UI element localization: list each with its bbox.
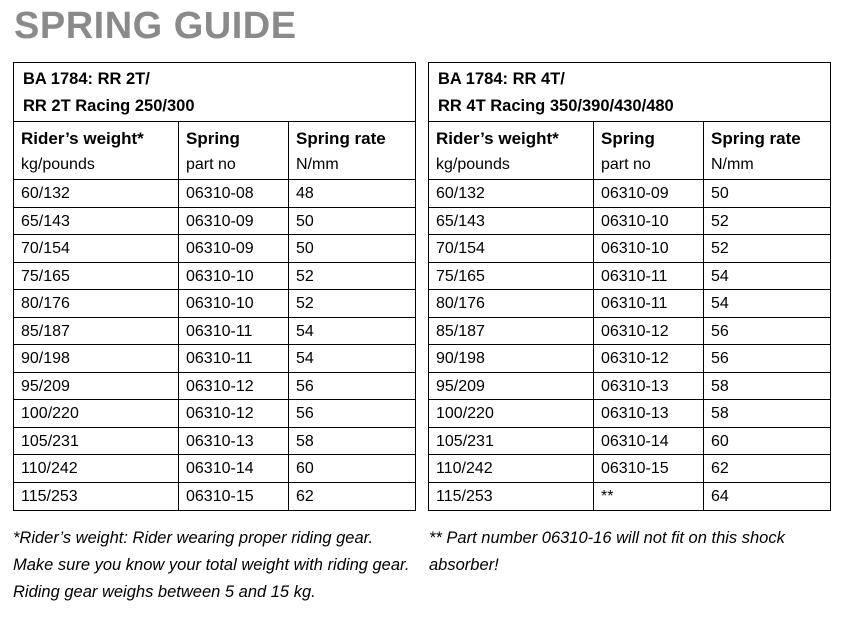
table-row: [429, 180, 830, 208]
cell-weight: 100/220: [14, 400, 179, 427]
spring-table-4t: [428, 62, 831, 511]
col-header-rate-unit: N/mm: [711, 156, 754, 173]
cell-spring-rate: 62: [711, 460, 729, 477]
table-row: [14, 263, 415, 291]
col-header-spring-unit: part no: [186, 156, 236, 173]
cell-weight: 70/154: [429, 235, 594, 262]
cell-spring-part: 06310-12: [179, 373, 289, 400]
cell-spring-part: 06310-09: [594, 180, 704, 207]
cell-weight: 80/176: [429, 290, 594, 317]
col-header-spring: [179, 122, 289, 179]
cell-weight: 105/231: [14, 428, 179, 455]
table-row: [429, 235, 830, 263]
cell-spring-part: 06310-08: [179, 180, 289, 207]
table-row: [429, 400, 830, 428]
cell-spring-rate: 62: [296, 487, 314, 505]
col-header-weight-unit: kg/pounds: [436, 156, 510, 173]
cell-spring-rate: 54: [296, 322, 314, 340]
cell-spring-rate: 64: [711, 487, 729, 505]
cell-spring-rate: 56: [711, 322, 729, 340]
cell-spring-part: 06310-10: [594, 235, 704, 262]
table-row: [429, 373, 830, 401]
cell-spring-part: 06310-12: [179, 400, 289, 427]
cell-spring-part: 06310-10: [179, 290, 289, 317]
cell-spring-part: **: [594, 483, 704, 511]
cell-spring-part: 06310-15: [179, 483, 289, 511]
cell-weight: 115/253: [429, 483, 594, 511]
cell-spring-rate: 56: [296, 377, 314, 395]
cell-weight: 70/154: [14, 235, 179, 262]
cell-weight: 80/176: [14, 290, 179, 317]
table-row: [14, 455, 415, 483]
cell-spring-part: 06310-09: [179, 208, 289, 235]
spring-table-2t: [13, 62, 416, 511]
column-headers: [429, 122, 830, 180]
cell-spring-part: 06310-09: [179, 235, 289, 262]
col-header-spring-label: Spring: [186, 129, 240, 148]
cell-weight: 65/143: [429, 208, 594, 235]
table-row: [429, 263, 830, 291]
page-title: SPRING GUIDE: [14, 5, 297, 47]
cell-spring-part: 06310-14: [179, 455, 289, 482]
model-line-2: RR 2T Racing 250/300: [23, 97, 195, 115]
cell-spring-part: 06310-11: [179, 318, 289, 345]
table-body: [14, 180, 415, 510]
cell-spring-rate: 52: [711, 240, 729, 257]
col-header-spring-unit: part no: [601, 156, 651, 173]
cell-spring-part: 06310-11: [594, 263, 704, 290]
cell-spring-rate: 60: [711, 432, 729, 450]
table-row: [429, 345, 830, 373]
cell-spring-part: 06310-12: [594, 345, 704, 372]
cell-spring-part: 06310-11: [179, 345, 289, 372]
cell-weight: 60/132: [14, 180, 179, 207]
col-header-weight-label: Rider’s weight*: [21, 129, 144, 148]
model-line-1: BA 1784: RR 2T/: [23, 70, 150, 88]
cell-spring-rate: 58: [296, 432, 314, 450]
cell-weight: 110/242: [14, 455, 179, 482]
cell-weight: 65/143: [14, 208, 179, 235]
cell-weight: 95/209: [429, 373, 594, 400]
col-header-spring: [594, 122, 704, 179]
table-row: [14, 400, 415, 428]
col-header-weight: [14, 122, 179, 179]
table-row: [14, 373, 415, 401]
cell-spring-rate: 56: [711, 350, 729, 367]
col-header-rate: [704, 122, 830, 179]
col-header-rate-unit: N/mm: [296, 156, 339, 173]
cell-spring-rate: 52: [711, 212, 729, 230]
cell-spring-rate: 48: [296, 185, 314, 202]
cell-weight: 110/242: [429, 455, 594, 482]
column-headers: [14, 122, 415, 180]
cell-spring-rate: 52: [296, 295, 314, 312]
table-row: [14, 235, 415, 263]
col-header-rate-label: Spring rate: [296, 129, 386, 148]
cell-weight: 85/187: [429, 318, 594, 345]
table-body: [429, 180, 830, 510]
table-row: [14, 180, 415, 208]
cell-spring-part: 06310-10: [179, 263, 289, 290]
table-row: [429, 428, 830, 456]
rider-weight-footnote: *Rider’s weight: Rider wearing proper riding gear. Make sure you know your total weight with riding gear. Riding gear weighs between 5 and 15 kg.: [13, 529, 410, 601]
cell-spring-rate: 50: [711, 185, 729, 202]
col-header-weight-label: Rider’s weight*: [436, 129, 559, 148]
table-row: [429, 455, 830, 483]
cell-weight: 115/253: [14, 483, 179, 511]
table-header-model: [429, 63, 830, 122]
cell-weight: 90/198: [429, 345, 594, 372]
col-header-rate: [289, 122, 415, 179]
cell-weight: 75/165: [429, 263, 594, 290]
cell-spring-rate: 50: [296, 240, 314, 257]
cell-weight: 100/220: [429, 400, 594, 427]
col-header-rate-label: Spring rate: [711, 129, 801, 148]
cell-spring-rate: 60: [296, 460, 314, 477]
table-row: [429, 318, 830, 346]
cell-spring-part: 06310-10: [594, 208, 704, 235]
cell-weight: 95/209: [14, 373, 179, 400]
cell-weight: 90/198: [14, 345, 179, 372]
table-row: [14, 428, 415, 456]
cell-spring-rate: 50: [296, 212, 314, 230]
cell-spring-rate: 54: [711, 295, 729, 312]
table-row: [429, 483, 830, 511]
cell-weight: 60/132: [429, 180, 594, 207]
col-header-weight: [429, 122, 594, 179]
cell-spring-rate: 54: [711, 267, 729, 285]
cell-spring-part: 06310-11: [594, 290, 704, 317]
cell-spring-rate: 58: [711, 405, 729, 422]
cell-spring-part: 06310-13: [594, 400, 704, 427]
cell-spring-part: 06310-14: [594, 428, 704, 455]
cell-weight: 75/165: [14, 263, 179, 290]
part-number-footnote: ** Part number 06310-16 will not fit on this shock absorber!: [429, 529, 785, 574]
cell-spring-part: 06310-15: [594, 455, 704, 482]
cell-spring-rate: 56: [296, 405, 314, 422]
table-row: [14, 318, 415, 346]
table-row: [429, 208, 830, 236]
table-row: [14, 345, 415, 373]
cell-spring-rate: 54: [296, 350, 314, 367]
cell-spring-rate: 52: [296, 267, 314, 285]
table-row: [429, 290, 830, 318]
model-line-1: BA 1784: RR 4T/: [438, 70, 565, 88]
table-header-model: [14, 63, 415, 122]
cell-weight: 85/187: [14, 318, 179, 345]
model-line-2: RR 4T Racing 350/390/430/480: [438, 97, 674, 115]
table-row: [14, 208, 415, 236]
cell-spring-part: 06310-12: [594, 318, 704, 345]
cell-spring-part: 06310-13: [594, 373, 704, 400]
cell-spring-part: 06310-13: [179, 428, 289, 455]
col-header-weight-unit: kg/pounds: [21, 156, 95, 173]
table-row: [14, 483, 415, 511]
col-header-spring-label: Spring: [601, 129, 655, 148]
cell-weight: 105/231: [429, 428, 594, 455]
cell-spring-rate: 58: [711, 377, 729, 395]
table-row: [14, 290, 415, 318]
